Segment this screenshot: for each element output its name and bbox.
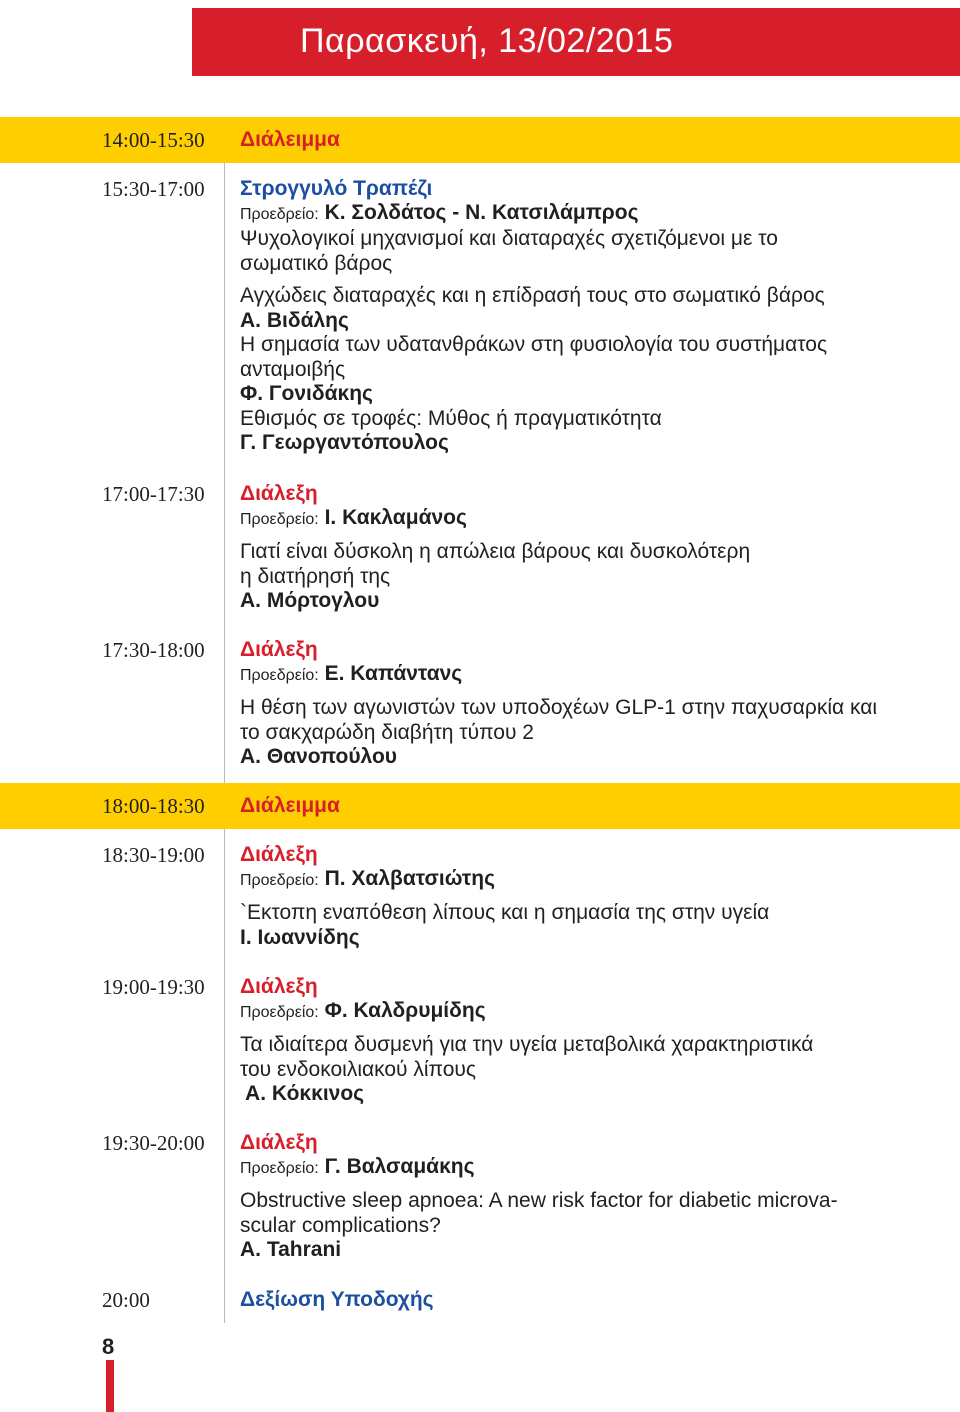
talk-title: `Εκτοπη εναπόθεση λίπους και η σημασία της στην υγεία [240,901,770,924]
chair-name: Φ. Καλδρυμίδης [324,999,486,1022]
session-content [240,177,940,456]
session-content [240,843,940,950]
talk-speaker: Α. Κόκκινος [240,1082,365,1105]
subtitle-line: Ψυχολογικοί μηχανισμοί και διαταραχές σχετιζόμενοι με το [240,227,778,250]
chair-name: Ε. Καπάντανς [324,662,463,685]
chair-line [240,662,940,688]
session-heading: Διάλεξη [240,638,318,661]
session-time: 18:30-19:00 [102,843,205,867]
talk-title: Εθισμός σε τροφές: Μύθος ή πραγματικότητα [240,406,662,430]
talk-title-line: Τα ιδιαίτερα δυσμενή για την υγεία μεταβολικά χαρακτηριστικά [240,1033,814,1056]
talk-title-line: Η θέση των αγωνιστών των υποδοχέων GLP-1 στην παχυσαρκία και [240,696,878,719]
session-time: 20:00 [102,1288,150,1312]
chair-label: Προεδρείο: [240,1160,319,1177]
session-time: 15:30-17:00 [102,177,205,201]
chair-line [240,506,940,532]
session-time: 17:30-18:00 [102,638,205,662]
session-heading: Διάλειμμα [240,794,340,817]
talk-title [240,540,940,589]
break-row [0,783,960,829]
chair-label: Προεδρείο: [240,872,319,889]
talk-speaker: Γ. Γεωργαντόπουλος [240,431,449,454]
talk-speaker: Α. Μόρτογλου [240,589,380,612]
talk-speaker: Α. Βιδάλης [240,308,349,332]
session-content [240,975,940,1107]
talk-title [240,1189,940,1238]
page-number: 8 [102,1334,115,1359]
session-heading: Στρογγυλό Τραπέζι [240,177,433,200]
chair-line [240,1155,940,1181]
talk-title: Αγχώδεις διαταραχές και η επίδρασή τους στο σωματικό βάρος [240,284,825,307]
talk-speaker: Ι. Ιωαννίδης [240,925,360,949]
header-band [192,8,960,76]
session-subtitle [240,227,940,276]
session-heading: Δεξίωση Υποδοχής [240,1288,434,1311]
talk-title [240,696,940,745]
session-time: 18:00-18:30 [102,794,205,818]
chair-label: Προεδρείο: [240,206,319,223]
talk-speaker: A. Tahrani [240,1238,342,1261]
talk-title-line: Η σημασία των υδατανθράκων στη φυσιολογία του συστήματος [240,333,828,356]
session-heading: Διάλειμμα [240,128,340,151]
talk-title [240,1033,940,1082]
page-title: Παρασκευή, 13/02/2015 [300,22,674,60]
talk-title-line: του ενδοκοιλιακού λίπους [240,1057,477,1081]
chair-line [240,201,940,227]
talk-title-line: Γιατί είναι δύσκολη η απώλεια βάρους και δυσκολότερη [240,540,751,563]
talk-title [240,333,940,382]
talk-speaker: Α. Θανοπούλου [240,745,398,768]
chair-name: Ι. Κακλαμάνος [324,506,467,529]
talk-title-line: το σακχαρώδη διαβήτη τύπου 2 [240,720,534,744]
column-divider [224,118,225,1323]
talk-title-line: scular complications? [240,1213,441,1237]
talk-title-line: Obstructive sleep apnoea: A new risk factor for diabetic microva- [240,1189,838,1212]
talk-speaker: Φ. Γονιδάκης [240,382,373,405]
chair-label: Προεδρείο: [240,511,319,528]
chair-name: Κ. Σολδάτος - Ν. Κατσιλάμπρος [324,201,639,224]
chair-line [240,867,940,893]
chair-label: Προεδρείο: [240,667,319,684]
session-heading: Διάλεξη [240,482,318,505]
session-time: 17:00-17:30 [102,482,205,506]
break-row [0,117,960,163]
session-content [240,638,940,770]
session-time: 19:00-19:30 [102,975,205,999]
session-time: 14:00-15:30 [102,128,205,152]
chair-name: Γ. Βαλσαμάκης [324,1155,475,1178]
talk-title-line: η διατήρησή της [240,564,391,588]
session-heading: Διάλεξη [240,843,318,866]
chair-label: Προεδρείο: [240,1004,319,1021]
session-heading: Διάλεξη [240,1131,318,1154]
session-heading: Διάλεξη [240,975,318,998]
chair-line [240,999,940,1025]
session-content [240,1131,940,1263]
page-marker-bar [106,1360,114,1412]
chair-name: Π. Χαλβατσιώτης [324,867,495,890]
session-time: 19:30-20:00 [102,1131,205,1155]
subtitle-line: σωματικό βάρος [240,251,393,275]
session-content [240,482,940,614]
talk-title-line: ανταμοιβής [240,357,346,381]
